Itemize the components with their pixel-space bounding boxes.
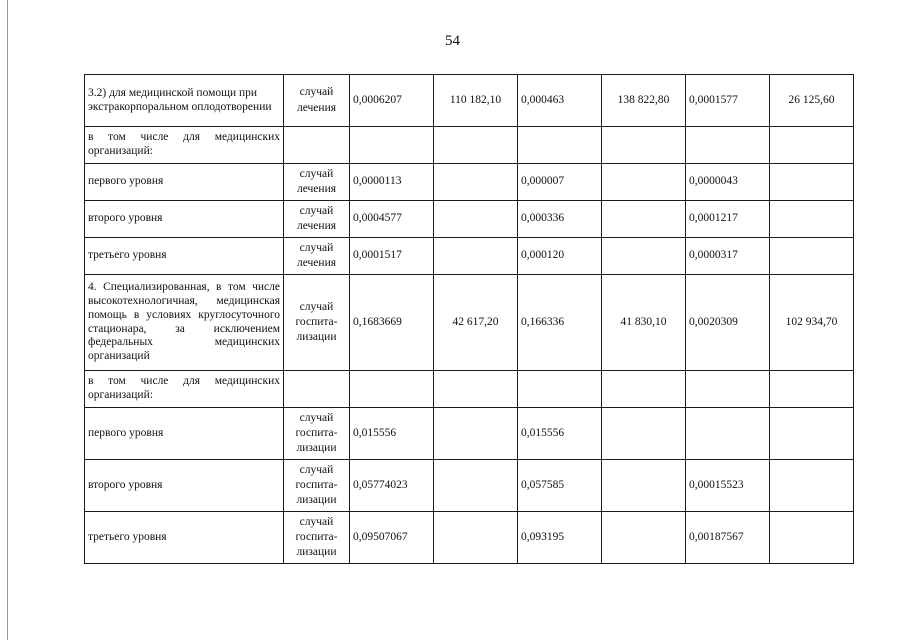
cost-cell — [434, 164, 518, 201]
cost-cell: 110 182,10 — [434, 75, 518, 127]
row-name: второго уровня — [85, 460, 284, 512]
unit-cell: случай госпита-лизации — [284, 512, 350, 564]
table-row — [85, 238, 854, 275]
cost-cell — [434, 460, 518, 512]
volume-cell — [686, 127, 770, 164]
cost-cell — [770, 164, 854, 201]
volume-cell: 0,0004577 — [350, 201, 434, 238]
cost-cell — [434, 238, 518, 275]
row-name: первого уровня — [85, 408, 284, 460]
page-number: 54 — [445, 33, 460, 49]
row-name: 3.2) для медицинской помощи при экстракорпоральном оплодотворении — [85, 75, 284, 127]
volume-cell — [350, 371, 434, 408]
volume-cell: 0,09507067 — [350, 512, 434, 564]
table-row — [85, 460, 854, 512]
row-name: третьего уровня — [85, 512, 284, 564]
volume-cell: 0,000007 — [518, 164, 602, 201]
cost-cell — [770, 460, 854, 512]
volume-cell — [350, 127, 434, 164]
volume-cell: 0,000336 — [518, 201, 602, 238]
row-name: первого уровня — [85, 164, 284, 201]
volume-cell: 0,0001577 — [686, 75, 770, 127]
table-row — [85, 164, 854, 201]
volume-cell: 0,015556 — [350, 408, 434, 460]
volume-cell: 0,0006207 — [350, 75, 434, 127]
cost-cell — [770, 127, 854, 164]
table-row — [85, 371, 854, 408]
cost-cell: 42 617,20 — [434, 275, 518, 371]
volume-cell: 0,0000317 — [686, 238, 770, 275]
cost-cell — [434, 408, 518, 460]
unit-cell: случай госпита-лизации — [284, 408, 350, 460]
cost-cell — [602, 127, 686, 164]
cost-cell — [434, 371, 518, 408]
cost-cell — [770, 201, 854, 238]
standards-table — [84, 74, 854, 564]
unit-cell: случай лечения — [284, 238, 350, 275]
volume-cell: 0,0001517 — [350, 238, 434, 275]
cost-cell — [602, 371, 686, 408]
cost-cell — [434, 512, 518, 564]
cost-cell — [602, 512, 686, 564]
row-name: в том числе для медицинских организаций: — [85, 371, 284, 408]
volume-cell: 0,1683669 — [350, 275, 434, 371]
table-row — [85, 201, 854, 238]
table-row — [85, 127, 854, 164]
unit-cell: случай лечения — [284, 201, 350, 238]
unit-cell — [284, 371, 350, 408]
cost-cell — [770, 512, 854, 564]
unit-cell — [284, 127, 350, 164]
cost-cell: 102 934,70 — [770, 275, 854, 371]
cost-cell — [602, 201, 686, 238]
volume-cell: 0,0020309 — [686, 275, 770, 371]
unit-cell: случай госпита-лизации — [284, 460, 350, 512]
volume-cell: 0,015556 — [518, 408, 602, 460]
volume-cell: 0,093195 — [518, 512, 602, 564]
volume-cell: 0,0001217 — [686, 201, 770, 238]
volume-cell: 0,000463 — [518, 75, 602, 127]
volume-cell — [686, 408, 770, 460]
cost-cell — [770, 408, 854, 460]
volume-cell: 0,057585 — [518, 460, 602, 512]
cost-cell: 26 125,60 — [770, 75, 854, 127]
unit-cell: случай госпита-лизации — [284, 275, 350, 371]
volume-cell: 0,0000043 — [686, 164, 770, 201]
volume-cell: 0,0000113 — [350, 164, 434, 201]
volume-cell — [518, 371, 602, 408]
cost-cell — [602, 164, 686, 201]
unit-cell: случай лечения — [284, 75, 350, 127]
table-row — [85, 75, 854, 127]
volume-cell: 0,00015523 — [686, 460, 770, 512]
row-name: третьего уровня — [85, 238, 284, 275]
row-name: второго уровня — [85, 201, 284, 238]
cost-cell — [602, 460, 686, 512]
volume-cell: 0,166336 — [518, 275, 602, 371]
cost-cell — [434, 201, 518, 238]
cost-cell — [602, 408, 686, 460]
page-left-edge — [7, 0, 8, 640]
volume-cell: 0,00187567 — [686, 512, 770, 564]
unit-cell: случай лечения — [284, 164, 350, 201]
row-name: в том числе для медицинских организаций: — [85, 127, 284, 164]
cost-cell — [770, 371, 854, 408]
table-row — [85, 275, 854, 371]
cost-cell: 138 822,80 — [602, 75, 686, 127]
cost-cell: 41 830,10 — [602, 275, 686, 371]
cost-cell — [602, 238, 686, 275]
table-row — [85, 408, 854, 460]
cost-cell — [434, 127, 518, 164]
cost-cell — [770, 238, 854, 275]
volume-cell — [686, 371, 770, 408]
volume-cell: 0,000120 — [518, 238, 602, 275]
table-row — [85, 512, 854, 564]
volume-cell — [518, 127, 602, 164]
row-name: 4. Специализированная, в том числе высокотехнологичная, медицинская помощь в условиях круглосуточного стационара, за исключением федеральных медицинских организаций — [85, 275, 284, 371]
volume-cell: 0,05774023 — [350, 460, 434, 512]
